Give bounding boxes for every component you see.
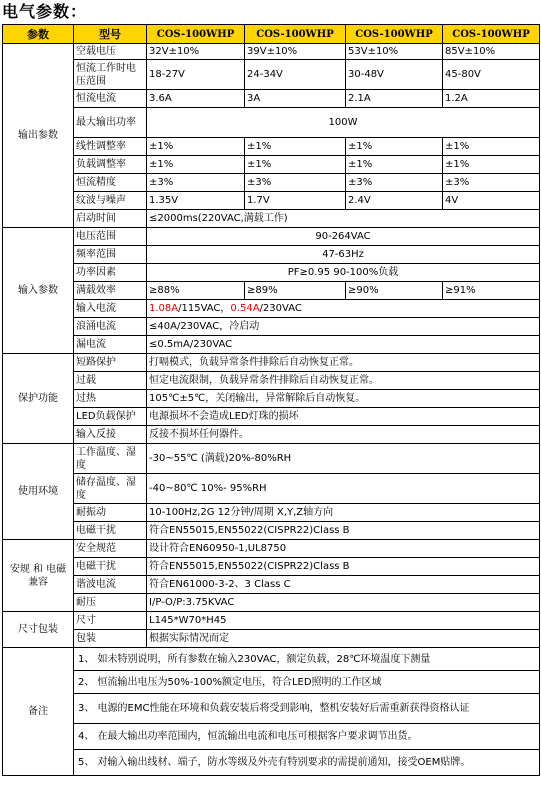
row-label: 工作温度、湿度 (74, 444, 147, 474)
row-label: 恒流电流 (74, 90, 147, 108)
table-row (3, 336, 540, 354)
cell: -40~80℃ 10%- 95%RH (147, 474, 540, 504)
cell: ≤2000ms(220VAC,满载工作) (147, 210, 540, 228)
cell: 30-48V (346, 60, 443, 90)
row-label: 包装 (74, 630, 147, 648)
cell: ±1% (245, 156, 346, 174)
cell: ±1% (346, 156, 443, 174)
row-label: 耐压 (74, 594, 147, 612)
table-row (3, 108, 540, 138)
cell: ≥90% (346, 282, 443, 300)
table-row (3, 630, 540, 648)
cell (147, 300, 540, 318)
note-item: 4、 在最大输出功率范围内，恒流输出电流和电压可根据客户要求调节出货。 (74, 724, 540, 750)
current-115: 1.08A (149, 303, 179, 314)
cell: ±1% (346, 138, 443, 156)
table-row (3, 612, 540, 630)
table-row (3, 174, 540, 192)
table-row (3, 44, 540, 60)
row-label: 频率范围 (74, 246, 147, 264)
table-row (3, 426, 540, 444)
cell: 53V±10% (346, 44, 443, 60)
cell: ≥89% (245, 282, 346, 300)
table-row (3, 504, 540, 522)
cell: ±3% (443, 174, 540, 192)
table-row (3, 264, 540, 282)
row-label: 电磁干扰 (74, 522, 147, 540)
cell: 47-63Hz (147, 246, 540, 264)
note-item: 3、 电源的EMC性能在环境和负载安装后将受到影响，整机安装好后需重新获得资格认证 (74, 694, 540, 724)
cell: 反接不损坏任何器件。 (147, 426, 540, 444)
row-label: 输入电流 (74, 300, 147, 318)
cell: 电源损坏不会造成LED灯珠的损坏 (147, 408, 540, 426)
table-row (3, 90, 540, 108)
row-label: 最大输出功率 (74, 108, 147, 138)
cell: 3.6A (147, 90, 245, 108)
category-size: 尺寸包装 (3, 612, 74, 648)
current-230-unit: /230VAC (259, 303, 302, 314)
table-row (3, 474, 540, 504)
table-row (3, 576, 540, 594)
category-input: 输入参数 (3, 228, 74, 354)
cell: ±1% (147, 138, 245, 156)
header-param: 参数 (3, 25, 74, 44)
cell: 符合EN55015,EN55022(CISPR22)Class B (147, 522, 540, 540)
cell: ±1% (443, 138, 540, 156)
page-title: 电气参数： (2, 2, 88, 21)
cell: 打嗝模式，负载异常条件排除后自动恢复正常。 (147, 354, 540, 372)
cell: ±3% (346, 174, 443, 192)
row-label: 尺寸 (74, 612, 147, 630)
table-row (3, 210, 540, 228)
model-2: COS-100WHP (245, 25, 346, 44)
cell: ≤0.5mA/230VAC (147, 336, 540, 354)
cell: ±1% (147, 156, 245, 174)
cell: 24-34V (245, 60, 346, 90)
cell: 恒定电流限制，负载异常条件排除后自动恢复正常。 (147, 372, 540, 390)
table-row (3, 522, 540, 540)
table-row (3, 138, 540, 156)
row-label: 纹波与噪声 (74, 192, 147, 210)
cell: 32V±10% (147, 44, 245, 60)
table-row (3, 372, 540, 390)
cell: L145*W70*H45 (147, 612, 540, 630)
cell: 设计符合EN60950-1,UL8750 (147, 540, 540, 558)
cell: 18-27V (147, 60, 245, 90)
row-label: 满载效率 (74, 282, 147, 300)
row-label: 恒流精度 (74, 174, 147, 192)
table-row (3, 750, 540, 776)
spec-table (2, 24, 540, 776)
category-safety: 安规 和 电磁兼容 (3, 540, 74, 612)
cell: 根据实际情况而定 (147, 630, 540, 648)
table-row (3, 300, 540, 318)
cell: -30~55℃ (满载)20%-80%RH (147, 444, 540, 474)
row-label: 电磁干扰 (74, 558, 147, 576)
table-row (3, 318, 540, 336)
table-row (3, 408, 540, 426)
row-label: 启动时间 (74, 210, 147, 228)
cell: 1.7V (245, 192, 346, 210)
cell: 39V±10% (245, 44, 346, 60)
category-environment: 使用环境 (3, 444, 74, 540)
cell: 90-264VAC (147, 228, 540, 246)
category-output: 输出参数 (3, 44, 74, 228)
table-row (3, 60, 540, 90)
table-row (3, 694, 540, 724)
cell: ≥88% (147, 282, 245, 300)
current-230: 0.54A (230, 303, 260, 314)
table-row (3, 724, 540, 750)
category-protection: 保护功能 (3, 354, 74, 444)
row-label: 空载电压 (74, 44, 147, 60)
note-item: 1、 如未特别说明，所有参数在输入230VAC，额定负载，28℃环境温度下测量 (74, 648, 540, 671)
cell: I/P-O/P:3.75KVAC (147, 594, 540, 612)
row-label: 电压范围 (74, 228, 147, 246)
cell: 100W (147, 108, 540, 138)
table-row (3, 671, 540, 694)
row-label: 过热 (74, 390, 147, 408)
cell: 45-80V (443, 60, 540, 90)
note-item: 2、 恒流输出电压为50%-100%额定电压，符合LED照明的工作区域 (74, 671, 540, 694)
table-row (3, 246, 540, 264)
table-row (3, 192, 540, 210)
cell: 4V (443, 192, 540, 210)
cell: 2.1A (346, 90, 443, 108)
row-label: 谐波电流 (74, 576, 147, 594)
cell: ±1% (443, 156, 540, 174)
cell: 85V±10% (443, 44, 540, 60)
table-row (3, 648, 540, 671)
cell: 3A (245, 90, 346, 108)
cell: ±3% (245, 174, 346, 192)
note-item: 5、 对输入输出线材、端子，防水等级及外壳有特别要求的需提前通知，接受OEM贴牌。 (74, 750, 540, 776)
table-row (3, 282, 540, 300)
row-label: LED负载保护 (74, 408, 147, 426)
cell: ≥91% (443, 282, 540, 300)
table-row (3, 390, 540, 408)
row-label: 恒流工作时电压范围 (74, 60, 147, 90)
cell: 2.4V (346, 192, 443, 210)
row-label: 功率因素 (74, 264, 147, 282)
row-label: 过载 (74, 372, 147, 390)
table-row (3, 558, 540, 576)
category-notes: 备注 (3, 648, 74, 776)
header-model: 型号 (74, 25, 147, 44)
cell: 10-100Hz,2G 12分钟/周期 X,Y,Z轴方向 (147, 504, 540, 522)
cell: 符合EN55015,EN55022(CISPR22)Class B (147, 558, 540, 576)
row-label: 输入反接 (74, 426, 147, 444)
model-1: COS-100WHP (147, 25, 245, 44)
model-3: COS-100WHP (346, 25, 443, 44)
row-label: 负载调整率 (74, 156, 147, 174)
row-label: 储存温度、湿度 (74, 474, 147, 504)
current-115-unit: /115VAC， (178, 303, 231, 314)
cell: ±3% (147, 174, 245, 192)
row-label: 浪涌电流 (74, 318, 147, 336)
cell: 1.2A (443, 90, 540, 108)
table-row (3, 228, 540, 246)
row-label: 安全规范 (74, 540, 147, 558)
cell: 105℃±5℃，关闭输出，异常解除后自动恢复。 (147, 390, 540, 408)
cell: 符合EN61000-3-2、3 Class C (147, 576, 540, 594)
cell: PF≥0.95 90-100%负载 (147, 264, 540, 282)
table-row (3, 156, 540, 174)
row-label: 耐振动 (74, 504, 147, 522)
row-label: 线性调整率 (74, 138, 147, 156)
table-row (3, 594, 540, 612)
header-row (3, 25, 540, 44)
row-label: 漏电流 (74, 336, 147, 354)
cell: ±1% (245, 138, 346, 156)
model-4: COS-100WHP (443, 25, 540, 44)
table-row (3, 444, 540, 474)
cell: 1.35V (147, 192, 245, 210)
row-label: 短路保护 (74, 354, 147, 372)
cell: ≤40A/230VAC，冷启动 (147, 318, 540, 336)
table-row (3, 354, 540, 372)
table-row (3, 540, 540, 558)
